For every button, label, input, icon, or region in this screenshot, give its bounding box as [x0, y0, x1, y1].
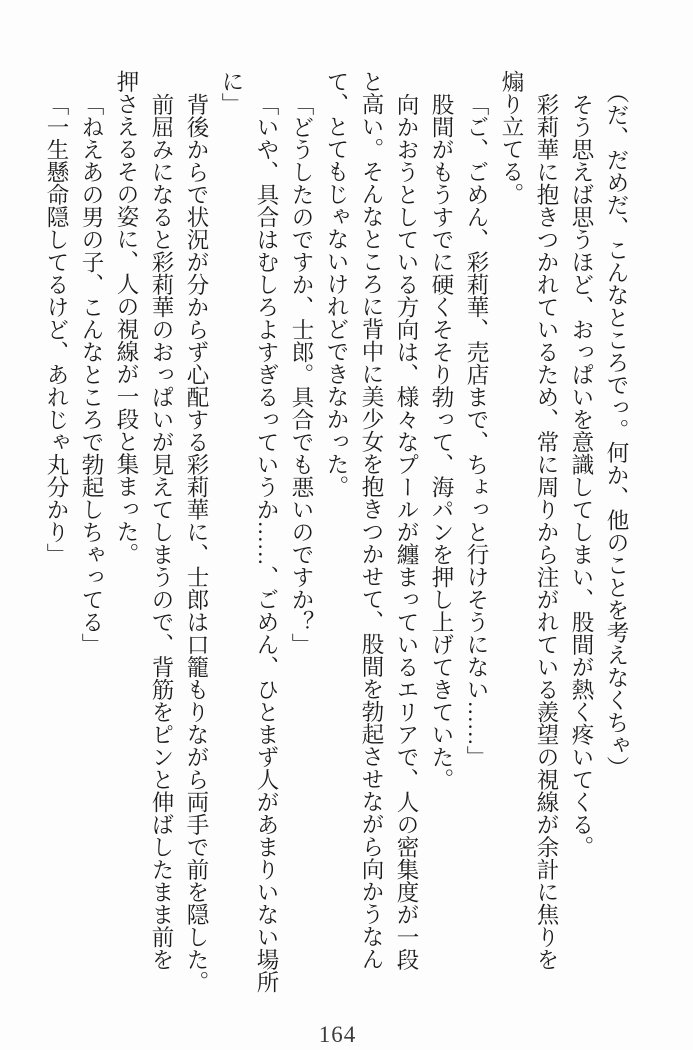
text-column: そう思えば思うほど、おっぱいを意識してしまい、股間が熱く疼いてくる。 — [569, 92, 594, 858]
text-column: て、とてもじゃないけれどできなかった。 — [324, 70, 349, 498]
text-column: 「どうしたのですか、士郎。具合でも悪いのですか？」 — [289, 92, 314, 655]
text-column: と高い。そんなところに背中に美少女を抱きつかせて、股間を勃起させながら向かうなん — [359, 70, 384, 970]
text-column: 前屈みになると彩莉華のおっぱいが見えてしまうので、背筋をピンと伸ばしたまま前を — [149, 92, 174, 970]
text-column: 「ねえあの男の子、こんなところで勃起しちゃってる」 — [79, 92, 104, 655]
text-column: 背後からで状況が分からず心配する彩莉華に、士郎は口籠もりながら両手で前を隠した。 — [184, 92, 209, 993]
text-column: 「いや、具合はむしろよすぎるっていうか……、ごめん、ひとまず人があまりいない場所 — [254, 92, 279, 993]
page-number: 164 — [318, 1022, 357, 1047]
text-column: 煽り立てる。 — [499, 70, 524, 205]
text-column: 彩莉華に抱きつかれているため、常に周りから注がれている羨望の視線が余計に焦りを — [534, 92, 559, 970]
text-column: （だ、だめだ、こんなところでっ。何か、他のことを考えなくちゃ） — [604, 81, 629, 779]
text-column: 股間がもうすでに硬くそそり勃って、海パンを押し上げてきていた。 — [429, 92, 454, 790]
text-column: 向かおうとしている方向は、様々なプールが纏まっているエリアで、人の密集度が一段 — [394, 92, 419, 970]
text-column: 「ご、ごめん、彩莉華、売店まで、ちょっと行けそうにない……」 — [464, 92, 489, 768]
text-column: 押さえるその姿に、人の視線が一段と集まった。 — [114, 70, 139, 565]
page-text — [39, 70, 634, 994]
text-column: に」 — [219, 70, 244, 115]
text-column: 「一生懸命隠してるけど、あれじゃ丸分かり」 — [44, 92, 69, 565]
